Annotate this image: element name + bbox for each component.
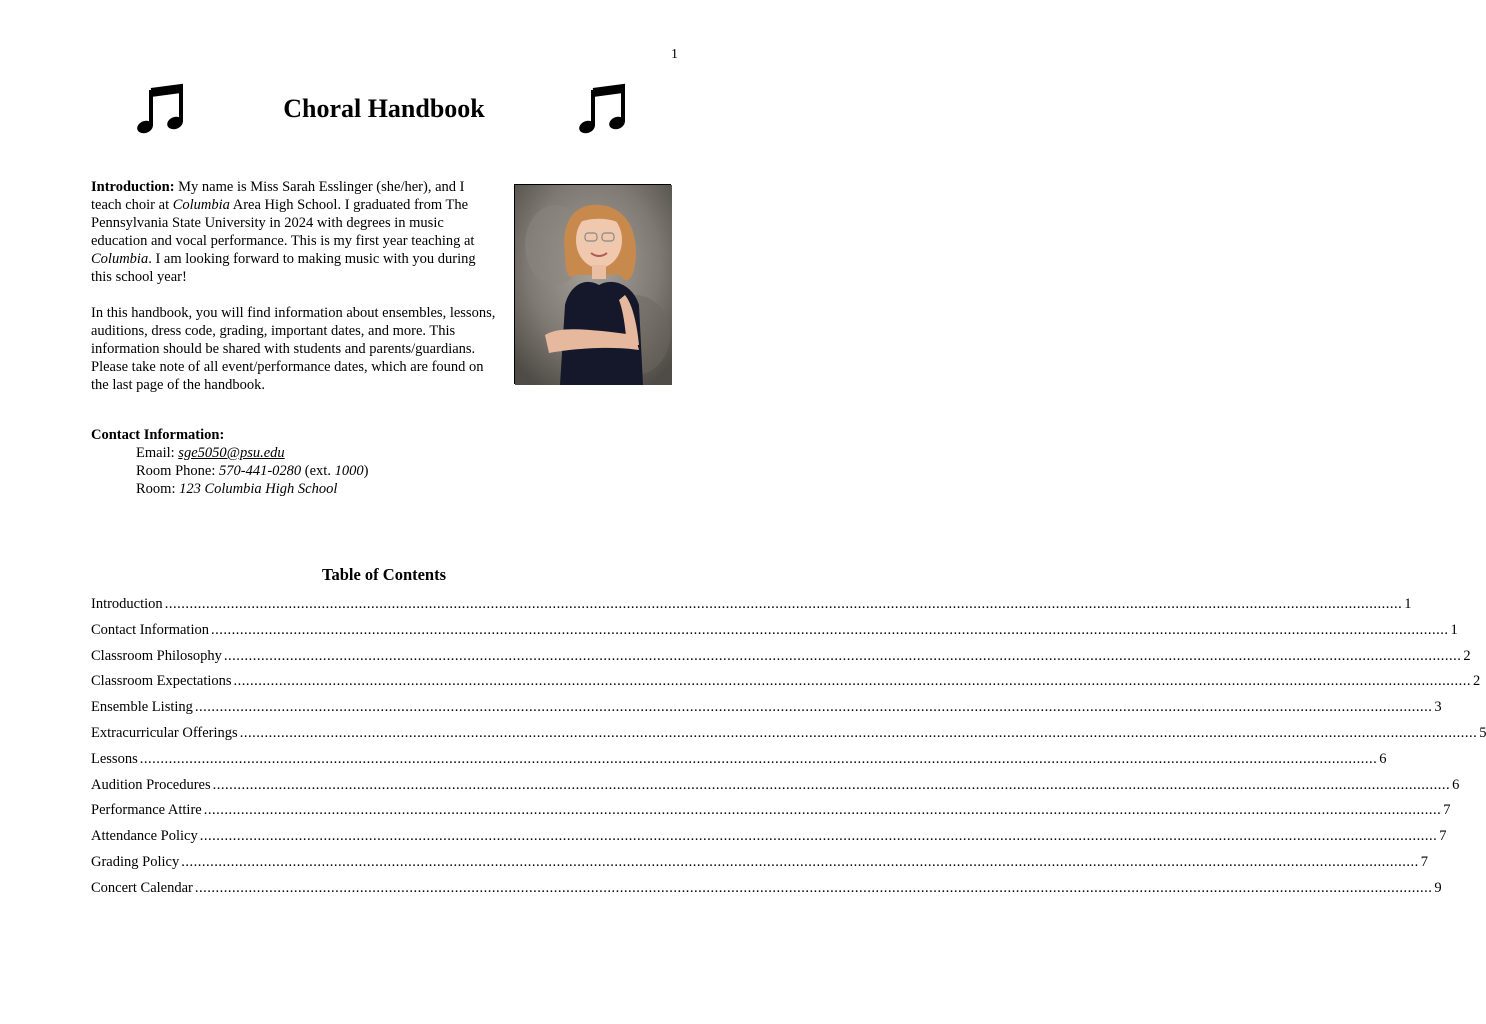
school-name: Columbia [91, 251, 149, 267]
toc-dot-leader: ............................................................................................................................................................................................................................................................................................................ [210, 621, 1449, 638]
toc-dot-leader: ............................................................................................................................................................................................................................................................................................................ [164, 596, 1403, 612]
toc-entry-page: 7 [1439, 828, 1447, 845]
toc-dot-leader: ............................................................................................................................................................................................................................................................................................................ [212, 776, 1451, 793]
toc-dot-leader: ............................................................................................................................................................................................................................................................................................................ [139, 750, 1378, 767]
toc-entry-label: Classroom Expectations [91, 673, 232, 690]
toc-entry-page: 6 [1452, 776, 1460, 793]
toc-entry[interactable] [91, 647, 1471, 674]
toc-entry[interactable] [91, 776, 1460, 803]
contact-heading: Contact Information: [91, 427, 225, 443]
toc-entry-label: Contact Information [91, 621, 209, 638]
toc-title: Table of Contents [321, 565, 447, 584]
toc-entry-label: Grading Policy [91, 853, 180, 870]
contact-information [91, 426, 368, 498]
toc-entry-label: Performance Attire [91, 802, 202, 819]
toc-entry-page: 5 [1479, 724, 1486, 741]
handbook-overview-paragraph: In this handbook, you will find information about ensembles, lessons, auditions, dress code, grading, important dates, and more. This information should be shared with students and parents/guardians. Please take note of all event/performance dates, which are found on the last page of the handbook. [91, 305, 496, 393]
toc-entry-label: Concert Calendar [91, 879, 193, 896]
toc-entry[interactable] [91, 724, 1486, 751]
phone-label: Room Phone: [136, 463, 219, 479]
toc-entry-label: Audition Procedures [91, 776, 211, 793]
intro-text: Area High School. I graduated from The Pennsylvania State University in 2024 with degrees in music education and vocal performance. This is my first year teaching at [91, 197, 475, 249]
room-label: Room: [136, 481, 180, 497]
toc-dot-leader: ............................................................................................................................................................................................................................................................................................................ [199, 828, 1438, 845]
toc-entry-label: Classroom Philosophy [91, 647, 222, 664]
toc-entry[interactable] [91, 750, 1387, 777]
school-name: Columbia [172, 197, 230, 213]
toc-entry-page: 2 [1473, 673, 1481, 690]
table-of-contents [91, 596, 1486, 906]
toc-entry[interactable] [91, 621, 1458, 648]
toc-entry-label: Introduction [91, 596, 163, 612]
toc-entry[interactable] [91, 673, 1481, 699]
email-label: Email: [136, 445, 179, 461]
toc-entry-page: 7 [1443, 802, 1451, 819]
toc-dot-leader: ............................................................................................................................................................................................................................................................................................................ [203, 802, 1442, 819]
toc-dot-leader: ............................................................................................................................................................................................................................................................................................................ [233, 673, 1472, 690]
intro-text: My name is Miss Sarah Esslinger (she/her), and I teach choir at [91, 179, 465, 213]
toc-entry-page: 3 [1434, 699, 1442, 716]
toc-dot-leader: ............................................................................................................................................................................................................................................................................................................ [239, 724, 1478, 741]
toc-entry-page: 6 [1379, 750, 1387, 767]
toc-entry-page: 1 [1450, 621, 1458, 638]
contact-email-line [91, 444, 368, 462]
toc-entry[interactable] [91, 879, 1442, 906]
toc-entry[interactable] [91, 596, 1412, 622]
toc-entry-page: 1 [1404, 596, 1412, 612]
toc-dot-leader: ............................................................................................................................................................................................................................................................................................................ [194, 699, 1433, 716]
contact-phone-line [91, 462, 368, 480]
contact-room-line [91, 480, 368, 498]
toc-dot-leader: ............................................................................................................................................................................................................................................................................................................ [223, 647, 1462, 664]
intro-text: . I am looking forward to making music with you during this school year! [91, 251, 476, 285]
toc-entry-page: 7 [1420, 853, 1428, 870]
page-number: 1 [671, 47, 678, 62]
teacher-photo [514, 184, 671, 384]
introduction-paragraph [91, 178, 496, 286]
ext-open: (ext. [301, 463, 335, 479]
ext-close: ) [363, 463, 369, 479]
toc-dot-leader: ............................................................................................................................................................................................................................................................................................................ [194, 879, 1433, 896]
page-title: Choral Handbook [283, 94, 485, 123]
introduction-label: Introduction: [91, 179, 175, 195]
toc-entry[interactable] [91, 853, 1428, 880]
phone-number: 570-441-0280 [218, 463, 302, 479]
toc-dot-leader: ............................................................................................................................................................................................................................................................................................................ [181, 853, 1419, 870]
toc-entry-label: Attendance Policy [91, 828, 198, 845]
toc-entry[interactable] [91, 699, 1442, 725]
toc-entry[interactable] [91, 828, 1447, 854]
toc-entry-page: 2 [1463, 647, 1471, 664]
room-value: 123 Columbia High School [179, 481, 338, 497]
toc-entry-page: 9 [1434, 879, 1442, 896]
email-link[interactable]: sge5050@psu.edu [178, 445, 285, 461]
phone-extension: 1000 [334, 463, 364, 479]
toc-entry-label: Lessons [91, 750, 138, 767]
toc-entry-label: Extracurricular Offerings [91, 724, 238, 741]
toc-entry[interactable] [91, 802, 1451, 828]
toc-entry-label: Ensemble Listing [91, 699, 193, 716]
